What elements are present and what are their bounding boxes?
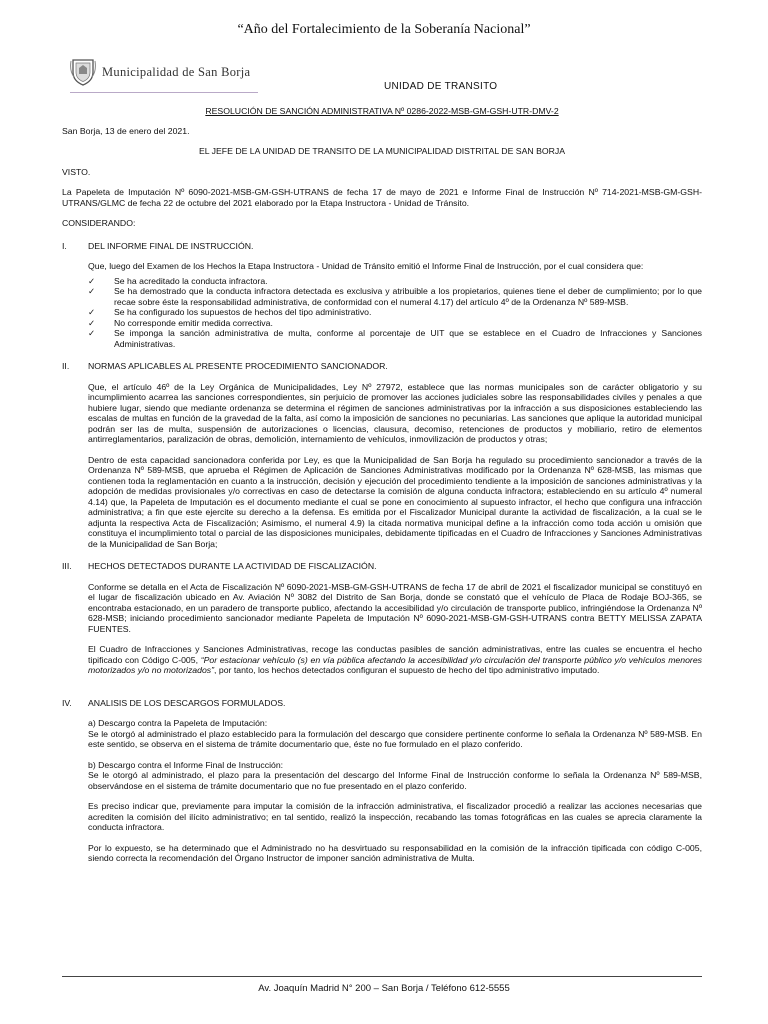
- section-number: II.: [62, 361, 70, 371]
- section-number: III.: [62, 561, 72, 571]
- section-4-heading: [62, 698, 702, 709]
- motto: “Año del Fortalecimiento de la Soberanía Nacional”: [237, 22, 531, 37]
- section-2-heading: [62, 361, 702, 372]
- logo-text: Municipalidad de San Borja: [102, 64, 251, 79]
- document-date: San Borja, 13 de enero del 2021.: [62, 125, 190, 136]
- subsection-a-title: a) Descargo contra la Papeleta de Imputación:: [88, 718, 268, 728]
- checkmark-icon: ✓: [88, 317, 96, 328]
- resolution-title: RESOLUCIÓN DE SANCIÓN ADMINISTRATIVA Nº 0286-2022-MSB-GM-GSH-UTR-DMV-2: [205, 106, 559, 116]
- authority-heading: EL JEFE DE LA UNIDAD DE TRANSITO DE LA MUNICIPALIDAD DISTRITAL DE SAN BORJA: [198, 146, 566, 156]
- section-number: I.: [62, 240, 67, 251]
- visto-label: VISTO.: [62, 166, 91, 177]
- section-1-intro: Que, luego del Examen de los Hechos la Etapa Instructora - Unidad de Tránsito emitió el Informe Final de Instrucción, por el cual considera que:: [88, 261, 644, 271]
- section-4-paragraph-3: Es preciso indicar que, previamente para imputar la comisión de la infracción administrativa, el fiscalizador procedió a realizar las acciones necesarias que acrediten la comisión del ilícito administrativo; en tal sentido, realizó la inspección, recabando las tomas fotográficas en las cuales se aprecia claramente la conducta infractora.: [88, 801, 702, 832]
- list-item: ✓ No corresponde emitir medida correctiva.: [62, 318, 702, 329]
- section-number: IV.: [62, 697, 72, 708]
- section-3-paragraph-2: El Cuadro de Infracciones y Sanciones Administrativas, recoge las conductas pasibles de sanción administrativas, entre las cuales se encuentra el hecho tipificado con Código C-005, “Por estacionar vehículo (s) en vía pública afectando la accesibilidad y/o circulación del transporte público y/o vehículos menores motorizados y/o no motorizados”, por tanto, los hechos detectados configuran el supuesto de hecho del tipo administrativo imputado.: [88, 644, 702, 675]
- municipality-logo: [70, 56, 250, 88]
- list-item: ✓ Se ha acreditado la conducta infractora.: [62, 276, 702, 287]
- logo-divider: [70, 92, 258, 93]
- section-2-paragraph-1: Que, el artículo 46º de la Ley Orgánica de Municipalidades, Ley Nº 27972, establece que las normas municipales son de carácter obligatorio y su incumplimiento acarrea las sanciones correspondientes, sin perjuicio de promover las acciones judiciales sobre las responsabilidades civiles y penales a que hubiere lugar, siendo que mediante ordenanza se determina el régimen de sanciones administrativas por la infracción a sus disposiciones estableciendo las escalas de multas en función de la gravedad de la falta, así como la imposición de sanciones no pecuniarias. Las sanciones que aplique la autoridad municipal podrán ser las de multa, suspensión de autorizaciones o licencias, clausura, decomiso, retenciones de productos y mobiliario, retiro de elementos antirreglamentarios, paralización de obras, demolición, internamiento de vehículos, inmovilización de productos y otras;: [88, 381, 702, 444]
- subsection-b-text: Se le otorgó al administrado, el plazo para la presentación del descargo del Informe Final de Instrucción conforme lo señala la Ordenanza Nº 589-MSB, observándose en el sistema de trámite documentario que no fue presentado en el plazo conferido.: [88, 770, 702, 791]
- section-2-paragraph-2: Dentro de esta capacidad sancionadora conferida por Ley, es que la Municipalidad de San Borja ha regulado su procedimiento sancionador a través de la Ordenanza Nº 589-MSB, que aprueba el Régimen de Aplicación de Sanciones Administrativas modificado por la Ordenanza Nº 628-MSB, las mismas que contienen toda la reglamentación en cuanto a la instrucción, decisión y ejecución del procedimiento tendiente a la imposición de sanciones administrativas y la adopción de medidas provisionales y/o correctivas en caso de detectarse la comisión de alguna conducta infractora; estableciendo en su artículo 4º numeral 4.14) que, la Papeleta de Imputación es el documento mediante el cual se pone en conocimiento al supuesto infractor, el hecho que configura una infracción administrativa; a fin que este ejercite su derecho a la defensa. Es emitida por el Fiscalizador Municipal durante la actividad de fiscalización, a la cual se le adjunta la respectiva Acta de Fiscalización; Asimismo, el numeral 4.9) la citada normativa municipal define a la infracción como toda acción u omisión que constituya el incumplimiento total o parcial de las disposiciones municipales, debidamente tipificadas en el Cuadro de Infracciones y Sanciones Administrativas de la Municipalidad de San Borja;: [88, 454, 702, 549]
- section-3-paragraph-1: Conforme se detalla en el Acta de Fiscalización Nº 6090-2021-MSB-GM-GSH-UTRANS de fecha 17 de abril de 2021 el fiscalizador municipal se constituyó en el lugar de fiscalización ubicado en Av. Aviación Nº 3082 del Distrito de San Borja, donde se constató que el vehículo de Placa de Rodaje BOJ-365, se encontraba estacionado, en un paradero de transporte publico, afectando la accesibilidad y/o circulación de transporte publico, infringiéndose la Ordenanza Nº 628-MSB; iniciando procedimiento sancionador mediante Papeleta de Imputación Nº 6090-2021-MSB-GM-GSH-UTRANS contra BETTY MELISSA ZAPATA FUENTES.: [88, 581, 702, 634]
- unit-heading: UNIDAD DE TRANSITO: [384, 81, 498, 92]
- section-title: DEL INFORME FINAL DE INSTRUCCIÓN.: [88, 240, 254, 251]
- considerando-label: CONSIDERANDO:: [62, 218, 136, 228]
- footer-address: Av. Joaquín Madrid N° 200 – San Borja / Teléfono 612-5555: [258, 983, 510, 994]
- checkmark-icon: ✓: [88, 328, 96, 338]
- subsection-b-title: b) Descargo contra el Informe Final de Instrucción:: [88, 759, 284, 770]
- footer-divider: [62, 976, 702, 977]
- section-title: HECHOS DETECTADOS DURANTE LA ACTIVIDAD DE FISCALIZACIÓN.: [88, 561, 377, 571]
- visto-text: La Papeleta de Imputación Nº 6090-2021-MSB-GM-GSH-UTRANS de fecha 17 de mayo de 2021 e Informe Final de Instrucción Nº 714-2021-MSB-GM-GSH-UTRANS/GLMC de fecha 22 de octubre del 2021 elaborado por la Etapa Instructora - Unidad de Tránsito.: [62, 187, 702, 208]
- section-title: ANALISIS DE LOS DESCARGOS FORMULADOS.: [88, 697, 286, 708]
- checkmark-icon: ✓: [88, 286, 96, 296]
- checkmark-icon: ✓: [88, 275, 96, 286]
- document-body: [62, 106, 702, 864]
- subsection-a-text: Se le otorgó al administrado el plazo establecido para la formulación del descargo que considere pertinente conforme lo señala la Ordenanza Nº 589-MSB. En este sentido, se observa en el sistema de trámite documentario que, éste no fue formulado en el plazo conferido.: [88, 728, 702, 749]
- infraction-quote: “Por estacionar vehículo (s) en vía pública afectando la accesibilidad y/o circulación del transporte público y/o vehículos menores motorizados y/o no motorizados”: [88, 654, 702, 675]
- conclusions-list: [62, 276, 702, 350]
- list-item: ✓ Se ha demostrado que la conducta infractora detectada es exclusiva y atribuible a los propietarios, quienes tiene el deber de cumplimiento; por lo que recae sobre éste la responsabilidad administrativa, de conformidad con el numeral 4.17) del artículo 4º de la Ordenanza Nº 589-MSB.: [62, 286, 702, 307]
- list-item: ✓ Se imponga la sanción administrativa de multa, conforme al porcentaje de UIT que se establece en el Cuadro de Infracciones y Sanciones Administrativas.: [62, 328, 702, 349]
- section-1-heading: [62, 241, 702, 252]
- coat-of-arms-icon: [70, 57, 96, 87]
- list-item: ✓ Se ha configurado los supuestos de hechos del tipo administrativo.: [62, 307, 702, 318]
- section-4-paragraph-4: Por lo expuesto, se ha determinado que el Administrado no ha desvirtuado su responsabilidad en la comisión de la infracción tipificada con código C-005, siendo correcta la recomendación del Órgano Instructor de imponer sanción administrativa de Multa.: [88, 842, 702, 863]
- section-3-heading: [62, 561, 702, 572]
- section-title: NORMAS APLICABLES AL PRESENTE PROCEDIMIENTO SANCIONADOR.: [88, 361, 388, 371]
- checkmark-icon: ✓: [88, 307, 96, 317]
